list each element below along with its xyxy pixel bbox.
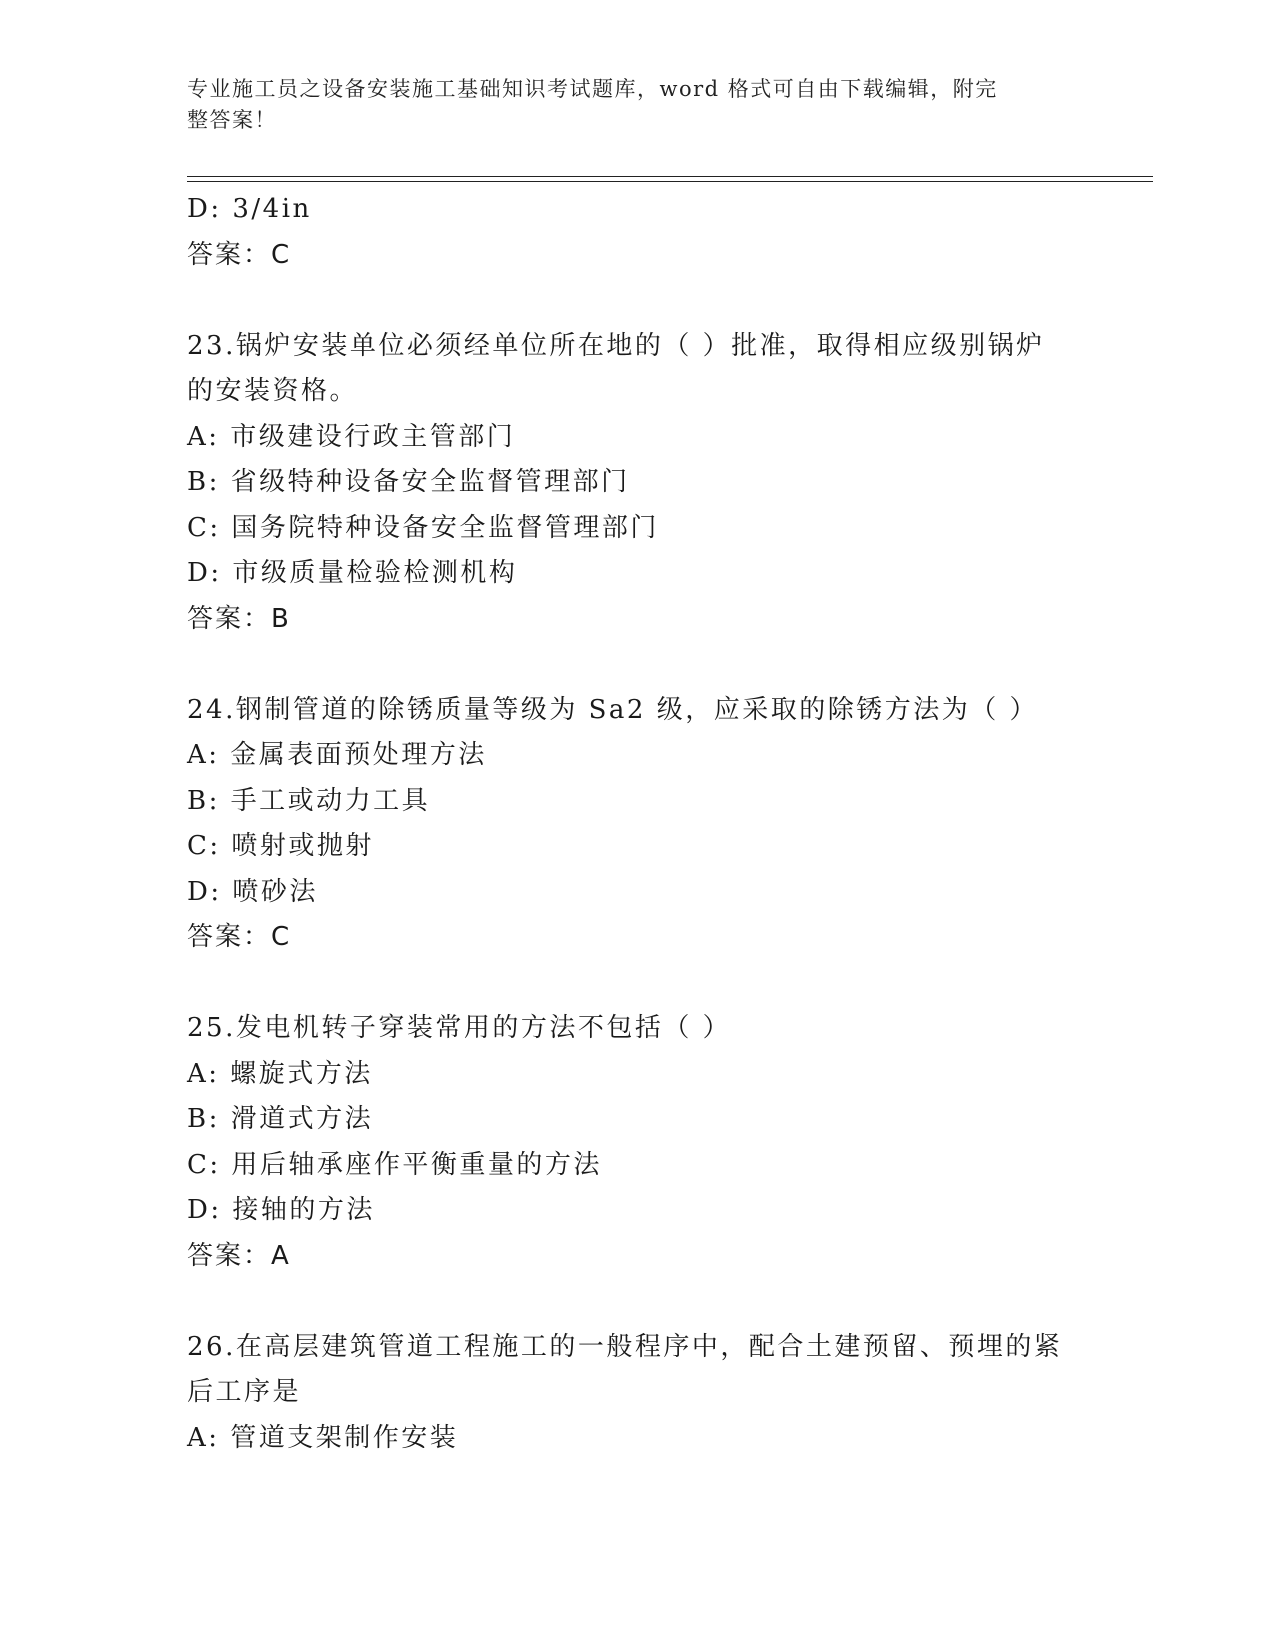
option-b: B: 滑道式方法 (187, 1104, 374, 1134)
option-d: D: 市级质量检验检测机构 (187, 558, 518, 588)
option-d: D: 接轴的方法 (187, 1195, 375, 1225)
question-25 (187, 1006, 1087, 1279)
answer-line: 答案：C (187, 239, 292, 270)
header-line-1: 专业施工员之设备安装施工基础知识考试题库，word 格式可自由下载编辑，附完 (187, 77, 998, 101)
question-24 (187, 688, 1087, 961)
header-divider-top (187, 176, 1153, 177)
option-a: A: 市级建设行政主管部门 (187, 421, 516, 452)
question-23 (187, 324, 1087, 643)
question-stem: 23.锅炉安装单位必须经单位所在地的（ ）批准，取得相应级别锅炉 (187, 330, 1045, 361)
answer-line: 答案：A (187, 1240, 291, 1271)
question-stem-cont: 后工序是 (187, 1377, 302, 1407)
option-d: D: 3/4in (187, 194, 312, 224)
option-a: A: 金属表面预处理方法 (187, 740, 487, 770)
answer-line: 答案：B (187, 603, 291, 634)
option-a: A: 螺旋式方法 (187, 1058, 373, 1089)
option-a: A: 管道支架制作安装 (187, 1422, 459, 1453)
option-d: D: 喷砂法 (187, 876, 318, 907)
question-26 (187, 1325, 1087, 1462)
question-stem: 25.发电机转子穿装常用的方法不包括（ ） (187, 1013, 732, 1043)
question-stem: 26.在高层建筑管道工程施工的一般程序中，配合土建预留、预埋的紧 (187, 1331, 1063, 1362)
question-list (187, 187, 1087, 1461)
question-stem: 24.钢制管道的除锈质量等级为 Sa2 级，应采取的除锈方法为（ ） (187, 694, 1038, 725)
option-b: B: 手工或动力工具 (187, 785, 431, 816)
option-c: C: 喷射或抛射 (187, 831, 374, 861)
option-c: C: 用后轴承座作平衡重量的方法 (187, 1149, 602, 1180)
previous-question-tail (187, 187, 1087, 278)
page-header (187, 74, 1067, 136)
header-divider-bottom (187, 181, 1153, 182)
question-stem-cont: 的安装资格。 (187, 376, 359, 406)
answer-line: 答案：C (187, 922, 292, 952)
option-b: B: 省级特种设备安全监督管理部门 (187, 467, 630, 497)
option-c: C: 国务院特种设备安全监督管理部门 (187, 512, 659, 543)
header-line-2: 整答案！ (187, 108, 277, 132)
